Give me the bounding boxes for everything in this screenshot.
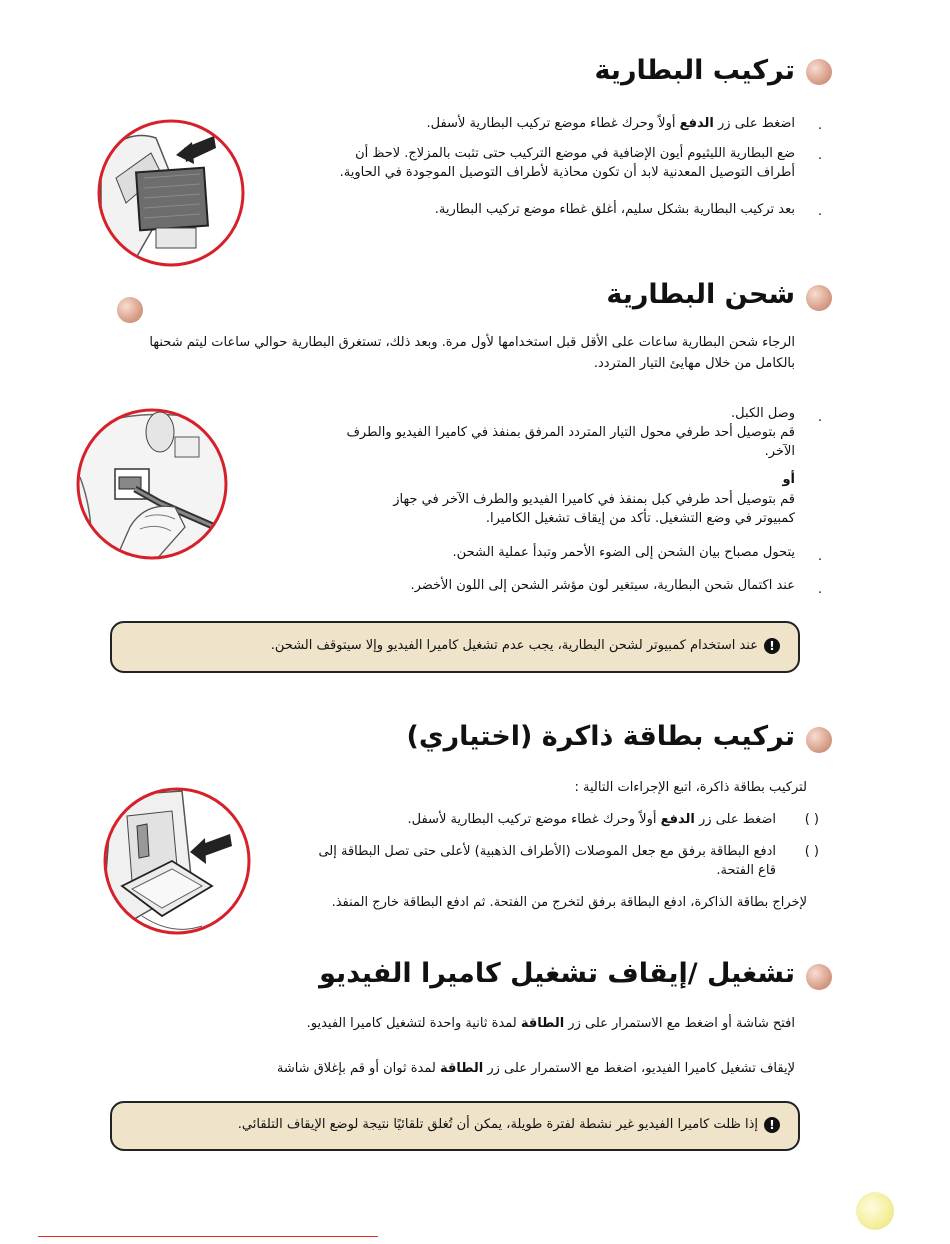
text: لمدة ثانية واحدة لتشغيل كاميرا الفيديو. xyxy=(306,1016,521,1031)
card-step-2-line2: قاع الفتحة. xyxy=(716,863,776,878)
memory-card-illustration xyxy=(102,786,252,936)
charging-cable-illustration xyxy=(75,407,229,561)
card-step-2-line1: ادفع البطاقة برفق مع جعل الموصلات (الأطراف الذهبية) لأعلى حتى تصل البطاقة إلى xyxy=(318,844,776,859)
charge-note-text: عند استخدام كمبيوتر لشحن البطارية، يجب عدم تشغيل كاميرا الفيديو وإلا سيتوقف الشحن. xyxy=(270,638,758,653)
text: لإيقاف تشغيل كاميرا الفيديو، اضغط مع الاستمرار على زر xyxy=(483,1061,795,1076)
power-note-text: إذا ظلت كاميرا الفيديو غير نشطة لفترة طويلة، يمكن أن تُغلق تلقائيًا نتيجة لوضع الإيقاف التلقائي. xyxy=(237,1117,758,1132)
charge-step-1-line1: وصل الكبل. xyxy=(731,406,795,421)
power-button-label: الطاقة xyxy=(439,1061,484,1076)
warning-icon: ! xyxy=(764,1117,780,1133)
battery-step-3: بعد تركيب البطارية بشكل سليم، أغلق غطاء موضع تركيب البطارية. xyxy=(434,202,795,217)
page-number-dot xyxy=(856,1192,894,1230)
text: أولاً وحرك غطاء موضع تركيب البطارية لأسفل. xyxy=(407,812,661,827)
list-bullet: . xyxy=(818,582,823,597)
battery-step-2-line1: ضع البطارية الليثيوم أيون الإضافية في موضع التركيب حتى تثبت بالمزلاج. لاحظ أن xyxy=(355,146,795,161)
card-step-1-number: ( ) xyxy=(804,812,819,827)
section-title-memory-card: تركيب بطاقة ذاكرة (اختياري) xyxy=(406,721,795,752)
footer-divider xyxy=(38,1236,378,1237)
section-bullet xyxy=(806,964,832,990)
battery-step-1 xyxy=(427,115,796,132)
warning-icon: ! xyxy=(764,638,780,654)
text: اضغط على زر xyxy=(713,116,795,131)
charge-step-1-line2: قم بتوصيل أحد طرفي محول التيار المتردد المرفق بمنفذ في كاميرا الفيديو والطرف xyxy=(346,425,795,440)
section-bullet xyxy=(806,727,832,753)
charge-step-1-line3: الآخر. xyxy=(764,444,795,459)
charge-step-1-line5: كمبيوتر في وضع التشغيل. تأكد من إيقاف تشغيل الكاميرا. xyxy=(485,511,795,526)
list-bullet: . xyxy=(818,148,823,163)
text: افتح شاشة أو اضغط مع الاستمرار على زر xyxy=(564,1016,795,1031)
charge-note-box xyxy=(110,621,800,673)
charge-intro-line1: الرجاء شحن البطارية ساعات على الأقل قبل استخدامها لأول مرة. وبعد ذلك، تستغرق البطارية حوالي ساعات ليتم شحنها xyxy=(149,335,795,350)
list-bullet: . xyxy=(818,118,823,133)
text: لمدة ثوان أو قم بإغلاق شاشة xyxy=(276,1061,440,1076)
section-title-battery-charge: شحن البطارية xyxy=(606,279,795,310)
battery-step-2-line2: أطراف التوصيل المعدنية لابد أن تكون محاذية لأطراف التوصيل الموجودة في الحاوية. xyxy=(339,165,795,180)
power-off-text xyxy=(277,1060,795,1077)
push-button-label: الدفع xyxy=(679,116,714,131)
list-bullet: . xyxy=(818,410,823,425)
decorative-dot xyxy=(117,297,143,323)
power-on-text xyxy=(307,1015,795,1032)
text: اضغط على زر xyxy=(694,812,776,827)
charge-step-3: عند اكتمال شحن البطارية، سيتغير لون مؤشر الشحن إلى اللون الأخضر. xyxy=(410,578,795,593)
push-button-label: الدفع xyxy=(660,812,695,827)
card-eject-text: لإخراج بطاقة الذاكرة، ادفع البطاقة برفق لتخرج من الفتحة. ثم ادفع البطاقة خارج المنفذ. xyxy=(331,895,807,910)
card-step-2-number: ( ) xyxy=(804,844,819,859)
section-title-battery-install: تركيب البطارية xyxy=(594,55,795,86)
power-button-label: الطاقة xyxy=(520,1016,565,1031)
battery-install-illustration xyxy=(96,118,246,268)
section-title-power: تشغيل /إيقاف تشغيل كاميرا الفيديو xyxy=(319,958,795,989)
charge-or-label: أو xyxy=(782,472,795,487)
charge-step-2: يتحول مصباح بيان الشحن إلى الضوء الأحمر وتبدأ عملية الشحن. xyxy=(452,545,795,560)
card-step-1 xyxy=(408,811,777,828)
list-bullet: . xyxy=(818,204,823,219)
power-note-box xyxy=(110,1101,800,1151)
text: أولاً وحرك غطاء موضع تركيب البطارية لأسفل. xyxy=(426,116,680,131)
section-bullet xyxy=(806,285,832,311)
charge-step-1-line4: قم بتوصيل أحد طرفي كبل بمنفذ في كاميرا الفيديو والطرف الآخر في جهاز xyxy=(393,492,795,507)
list-bullet: . xyxy=(818,549,823,564)
charge-intro-line2: بالكامل من خلال مهايئ التيار المتردد. xyxy=(593,356,795,371)
card-intro: لتركيب بطاقة ذاكرة، اتبع الإجراءات التالية : xyxy=(574,780,807,795)
section-bullet xyxy=(806,59,832,85)
